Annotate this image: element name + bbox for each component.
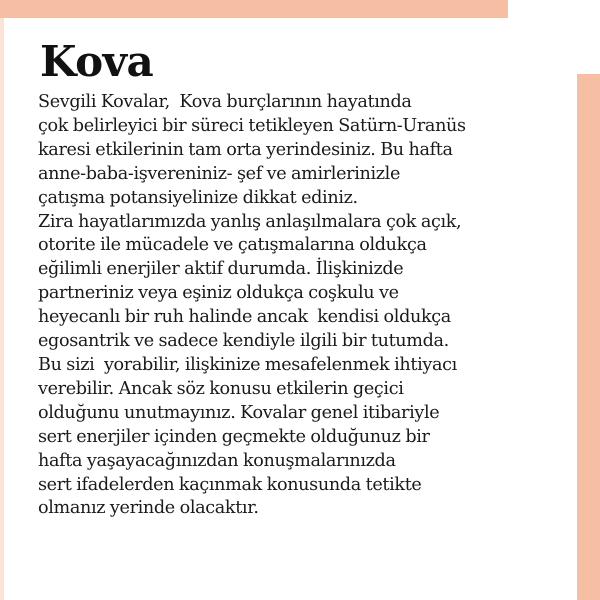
body-line: egosantrik ve sadece kendiyle ilgili bir tutumda. xyxy=(38,331,449,352)
body-line: Zira hayatlarımızda yanlış anlaşılmalara çok açık, xyxy=(38,211,462,232)
right-accent-band xyxy=(577,74,600,600)
body-line: anne-baba-işvereniniz- şef ve amirlerinizle xyxy=(38,163,400,184)
horoscope-body xyxy=(38,91,574,521)
body-line: çok belirleyici bir süreci tetikleyen Satürn-Uranüs xyxy=(38,115,466,136)
body-line: sert ifadelerden kaçınmak konusunda tetikte xyxy=(38,474,422,495)
body-line: karesi etkilerinin tam orta yerindesiniz. Bu hafta xyxy=(38,139,453,160)
body-line: partneriniz veya eşiniz oldukça coşkulu ve xyxy=(38,283,399,304)
body-line: sert enerjiler içinden geçmekte olduğunuz bir xyxy=(38,426,430,447)
body-line: olmanız yerinde olacaktır. xyxy=(38,498,259,519)
body-line: otorite ile mücadele ve çatışmalarına oldukça xyxy=(38,235,427,256)
body-line: olduğunu unutmayınız. Kovalar genel itibariyle xyxy=(38,402,440,423)
body-line: Bu sizi yorabilir, ilişkinize mesafelenmek ihtiyacı xyxy=(38,354,457,375)
body-line: hafta yaşayacağınızdan konuşmalarınızda xyxy=(38,450,396,471)
body-line: verebilir. Ancak söz konusu etkilerin geçici xyxy=(38,378,404,399)
body-line: eğilimli enerjiler aktif durumda. İlişkinizde xyxy=(38,259,404,280)
body-line: çatışma potansiyelinize dikkat ediniz. xyxy=(38,187,358,208)
sign-title: Kova xyxy=(40,37,154,86)
top-accent-band xyxy=(0,0,508,18)
body-line: heyecanlı bir ruh halinde ancak kendisi oldukça xyxy=(38,307,451,328)
body-line: Sevgili Kovalar, Kova burçlarının hayatında xyxy=(38,92,412,112)
